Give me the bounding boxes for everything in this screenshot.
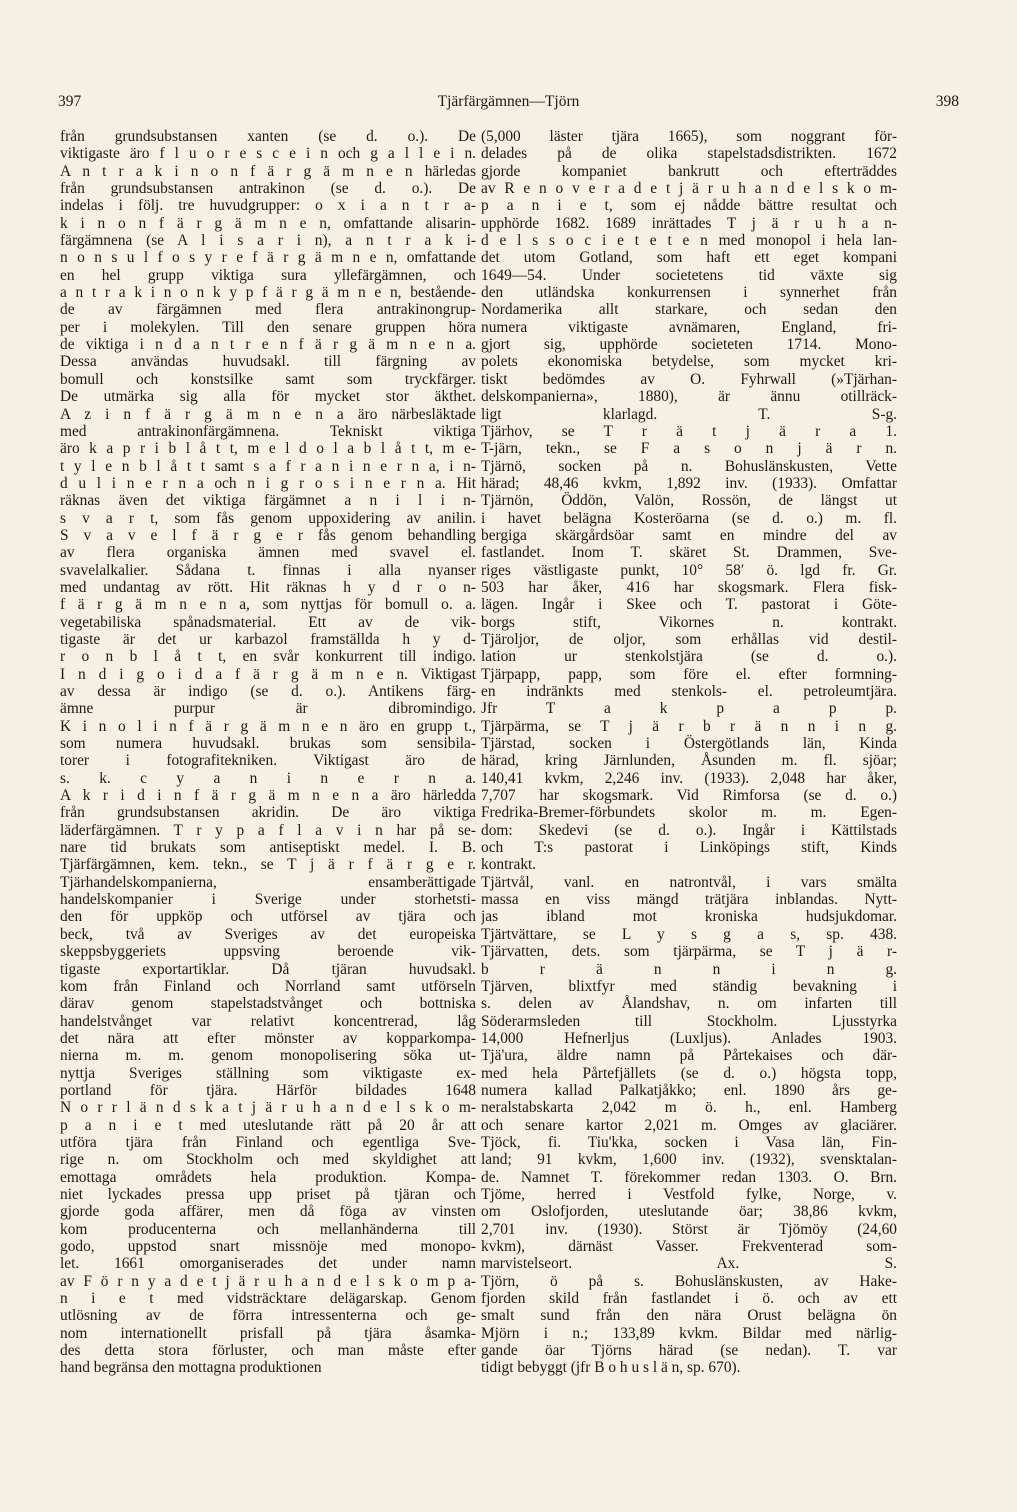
text-line: K i n o l i n f ä r g ä m n e n äro en grupp t.,: [60, 717, 476, 735]
text-line: nierna m. m. genom monopolisering söka ut-: [60, 1047, 476, 1065]
text-line: rige n. om Stockholm och med skyldighet att: [60, 1151, 476, 1169]
text-line: hand begränsa den mottagna produktionen: [60, 1359, 322, 1377]
text-line: d u l i n e r n a och n i g r o s i n e r n a. Hit: [60, 474, 476, 492]
text-line: äro k a p r i b l å t t, m e l d o l a b l å t t, m e-: [60, 440, 476, 458]
text-line: jas ibland mot kroniska hudsjukdomar.: [481, 908, 897, 926]
text-line: a n t r a k i n o n k y p f ä r g ä m n e n, bestående-: [60, 284, 476, 302]
text-line: Tjärnö, socken på n. Bohuslänskusten, Vette: [481, 457, 897, 475]
text-line: k i n o n f ä r g ä m n e n, omfattande alisarin-: [60, 214, 476, 232]
text-line: från grundsubstansen xanten (se d. o.). De: [60, 128, 476, 145]
text-line: härad, kring Järnlunden, Åsunden m. fl. sjöar;: [481, 752, 897, 770]
text-line: av dessa är indigo (se d. o.). Antikens färg-: [60, 683, 476, 700]
text-line: viktigaste äro f l u o r e s c e i n och g a l l e i n.: [60, 145, 476, 163]
text-line: handelskompanier i Sverige under storhetsti-: [60, 891, 476, 909]
text-line: kom producenterna och mellanhänderna till: [60, 1220, 476, 1238]
running-title: Tjärfärgämnen—Tjörn: [437, 93, 580, 110]
text-line: de viktiga i n d a n t r e n f ä r g ä m n e n a.: [60, 336, 476, 354]
text-line: från grundsubstansen akridin. De äro viktiga: [60, 804, 476, 822]
text-line: n o n s u l f o s y r e f ä r g ä m n e n, omfattande: [60, 249, 476, 267]
text-line: Tjärfärgämnen, kem. tekn., se T j ä r f ä r g e r.: [60, 856, 476, 874]
text-line: smalt sund från den nära Orust belägna ön: [481, 1307, 897, 1325]
text-line: b r ä n n i n g.: [481, 960, 897, 978]
text-line: indelas i följ. tre huvudgrupper: o x i a n t r a-: [60, 197, 476, 215]
text-line: T-järn, tekn., se F a s o n j ä r n.: [481, 440, 897, 458]
text-line: tigaste är det ur karbazol framställda h y d-: [60, 630, 476, 648]
text-line: som numera huvudsakl. brukas som sensibila-: [60, 735, 476, 753]
text-line: läderfärgämnen. T r y p a f l a v i n har på se-: [60, 821, 476, 839]
text-line: i havet belägna Kosteröarna (se d. o.) m. fl.: [481, 509, 897, 527]
text-line: s. delen av Ålandshav, n. om infarten till: [481, 995, 897, 1013]
text-line: Tjärtvättare, se L y s g a s, sp. 438.: [481, 925, 897, 943]
text-line: dom: Skedevi (se d. o.). Ingår i Kättilstads: [481, 821, 897, 839]
text-line: med hela Pårtefjällets (se d. o.) högsta topp,: [481, 1064, 897, 1082]
text-line: Tjärvatten, dets. som tjärpärma, se T j ä r-: [481, 943, 897, 961]
text-line: av F ö r n y a d e t j ä r u h a n d e l s k o m p a-: [60, 1272, 476, 1290]
text-line: t y l e n b l å t t samt s a f r a n i n e r n a, i n-: [60, 457, 476, 475]
text-line: om Oslofjorden, uteslutande öar; 38,86 kvkm,: [481, 1203, 897, 1221]
text-line: nyttja Sveriges ställning som viktigaste ex-: [60, 1064, 476, 1082]
text-line: land; 91 kvkm, 1,600 inv. (1932), svensktalan-: [481, 1151, 897, 1169]
text-line: Tjärhov, se T r ä t j ä r a 1.: [481, 422, 897, 440]
text-line: 2,701 inv. (1930). Störst är Tjömöy (24,60: [481, 1220, 897, 1238]
text-line: och senare kartor 2,021 m. Omges av glaciärer.: [481, 1116, 897, 1134]
running-head: [58, 93, 959, 117]
text-line: emottaga områdets hela produktion. Kompa-: [60, 1168, 476, 1186]
text-line: lägen. Ingår i Skee och T. pastorat i Göte-: [481, 596, 897, 614]
text-line: 140,41 kvkm, 2,246 inv. (1933). 2,048 har åker,: [481, 769, 897, 787]
right-text-column: [481, 128, 897, 1377]
text-line: handelstvånget var relativt koncentrerad, låg: [60, 1012, 476, 1030]
text-line: delades på de olika stapelstadsdistrikten. 1672: [481, 145, 897, 163]
text-line: numera kallad Palkatjåkko; enl. 1890 års ge-: [481, 1081, 897, 1099]
text-line: neralstabskarta 2,042 m ö. h., enl. Hamberg: [481, 1099, 897, 1117]
text-line: färgämnena (se A l i s a r i n), a n t r a k i-: [60, 232, 476, 250]
text-line: Tjärstad, socken i Östergötlands län, Kinda: [481, 735, 897, 753]
text-line: Jfr T a k p a p p.: [481, 700, 897, 718]
text-line: gjort sig, upphörde societeten 1714. Mono-: [481, 336, 897, 354]
text-line: ämne purpur är dibromindigo.: [60, 700, 476, 718]
text-line: marvistelseort. Ax. S.: [481, 1255, 897, 1273]
text-line: S v a v e l f ä r g e r fås genom behandling: [60, 526, 476, 544]
text-line: av R e n o v e r a d e t j ä r u h a n d e l s k o m-: [481, 180, 897, 198]
text-line: Tjörn, ö på s. Bohuslänskusten, av Hake-: [481, 1272, 897, 1290]
text-line: A n t r a k i n o n f ä r g ä m n e n härledas: [60, 162, 476, 180]
text-line: skeppsbyggeriets uppsving beroende vik-: [60, 943, 476, 961]
text-line: nare tid brukats som antiseptiskt medel. I. B.: [60, 839, 476, 857]
text-line: fjorden skild från fastlandet i ö. och av ett: [481, 1290, 897, 1308]
text-line: A k r i d i n f ä r g ä m n e n a äro härledda: [60, 787, 476, 805]
text-line: borgs stift, Vikornes n. kontrakt.: [481, 613, 897, 631]
left-text-column: [60, 128, 476, 1377]
text-line: en hel grupp viktiga sura yllefärgämnen, och: [60, 266, 476, 284]
text-line: riges västligaste punkt, 10° 58′ ö. lgd fr. Gr.: [481, 561, 897, 579]
text-line: f ä r g ä m n e n a, som nyttjas för bomull o. a.: [60, 596, 476, 614]
text-line: Tjärhandelskompanierna, ensamberättigade: [60, 873, 476, 891]
text-line: beck, två av Sveriges av det europeiska: [60, 925, 476, 943]
text-line: med undantag av rött. Hit räknas h y d r o n-: [60, 578, 476, 596]
text-line: 1649—54. Under societetens tid växte sig: [481, 266, 897, 284]
text-line: tiskt bedömdes av O. Fyhrwall (»Tjärhan-: [481, 370, 897, 388]
text-line: per i molekylen. Till den senare gruppen höra: [60, 318, 476, 336]
text-line: vegetabiliska spånadsmaterial. Ett av de vik-: [60, 613, 476, 631]
text-line: därav genom stapelstadstvånget och bottniska: [60, 995, 476, 1013]
text-line: Fredrika-Bremer-förbundets skolor m. m. Egen-: [481, 804, 897, 822]
text-line: utlösning av de förra intressenterna och ge-: [60, 1307, 476, 1325]
text-line: polets ekonomiska betydelse, som mycket kri-: [481, 353, 897, 371]
text-line: des detta stora förluster, och man måste efter: [60, 1342, 476, 1360]
text-line: Tjöme, herred i Vestfold fylke, Norge, v.: [481, 1185, 897, 1203]
text-line: den utländska konkurrensen i synnerhet från: [481, 284, 897, 302]
text-line: massa en viss mängd trätjära inblandas. Nytt-: [481, 891, 897, 909]
text-line: s v a r t, som fås genom uppoxidering av anilin.: [60, 509, 476, 527]
text-line: svavelalkalier. Sådana t. finnas i alla nyanser: [60, 561, 476, 579]
text-line: härad; 48,46 kvkm, 1,892 inv. (1933). Omfattar: [481, 474, 897, 492]
text-line: De utmärka sig alla för mycket stor äkthet.: [60, 388, 476, 406]
text-line: p a n i e t med uteslutande rätt på 20 år att: [60, 1116, 476, 1134]
text-line: bergiga skärgårdsöar samt en mindre del av: [481, 526, 897, 544]
text-line: numera viktigaste avnämaren, England, fri-: [481, 318, 897, 336]
text-line: de. Namnet T. förekommer redan 1303. O. Brn.: [481, 1168, 897, 1186]
text-line: niet lyckades pressa upp priset på tjäran och: [60, 1185, 476, 1203]
text-line: det nära att efter mönster av kopparkompa-: [60, 1029, 476, 1047]
text-line: nom internationellt prisfall på tjära åsamka-: [60, 1324, 476, 1342]
text-line: gjorde kompaniet bankrutt och efterträddes: [481, 162, 897, 180]
page-number-left: 397: [58, 93, 82, 110]
text-line: Tjärpapp, papp, som före el. efter formning-: [481, 665, 897, 683]
text-line: de av färgämnen med flera antrakinongrup-: [60, 301, 476, 319]
text-line: Tjärnön, Öddön, Valön, Rossön, de längst ut: [481, 492, 897, 510]
text-line: (5,000 läster tjära 1665), som noggrant för-: [481, 128, 897, 145]
text-line: bomull och konstsilke samt som tryckfärger.: [60, 370, 476, 388]
text-line: det utom Gotland, som haft ett eget kompani: [481, 249, 897, 267]
text-line: d e l s s o c i e t e t e n med monopol i hela lan-: [481, 232, 897, 250]
text-line: lation ur stenkolstjära (se d. o.).: [481, 648, 897, 666]
text-line: tidigt bebyggt (jfr B o h u s l ä n, sp. 670).: [481, 1359, 741, 1377]
text-line: med antrakinonfärgämnena. Tekniskt viktiga: [60, 422, 476, 440]
text-line: let. 1661 omorganiserades det under namn: [60, 1255, 476, 1273]
text-line: portland för tjära. Härför bildades 1648: [60, 1081, 476, 1099]
text-line: räknas även det viktiga färgämnet a n i l i n-: [60, 492, 476, 510]
text-line: godo, uppstod snart missnöje med monopo-: [60, 1238, 476, 1255]
text-line: r o n b l å t t, en svår konkurrent till indigo.: [60, 648, 476, 666]
text-line: torer i fotografitekniken. Viktigast äro de: [60, 752, 476, 770]
text-line: Tjärpärma, se T j ä r b r ä n n i n g.: [481, 717, 897, 735]
text-line: delskompanierna», 1880), är ännu otillräck-: [481, 388, 897, 406]
text-line: s. k. c y a n i n e r n a.: [60, 769, 476, 787]
text-line: Tjöck, fi. Tiu'kka, socken i Vasa län, Fin-: [481, 1133, 897, 1151]
text-line: A z i n f ä r g ä m n e n a äro närbesläktade: [60, 405, 476, 423]
text-line: Mjörn i n.; 133,89 kvkm. Bildar med närlig-: [481, 1324, 897, 1342]
text-line: Tjärtvål, vanl. en natrontvål, i vars smälta: [481, 873, 897, 891]
text-line: av flera organiska ämnen med svavel el.: [60, 544, 476, 562]
text-line: kom från Finland och Norrland samt utförseln: [60, 977, 476, 995]
text-line: ligt klarlagd. T. S-g.: [481, 405, 897, 423]
text-line: kontrakt.: [481, 856, 537, 874]
text-line: tigaste exportartiklar. Då tjäran huvudsakl.: [60, 960, 476, 978]
text-line: fastlandet. Inom T. skäret St. Drammen, Sve-: [481, 544, 897, 562]
text-line: 7,707 har skogsmark. Vid Rimforsa (se d. o.): [481, 787, 897, 805]
text-line: I n d i g o i d a f ä r g ä m n e n. Viktigast: [60, 665, 476, 683]
text-line: gjorde goda affärer, men då föga av vinsten: [60, 1203, 476, 1221]
text-line: Söderarmsleden till Stockholm. Ljusstyrka: [481, 1012, 897, 1030]
text-line: Dessa användas huvudsakl. till färgning av: [60, 353, 476, 371]
text-line: från grundsubstansen antrakinon (se d. o.). De: [60, 180, 476, 198]
text-line: och T:s pastorat i Linköpings stift, Kinds: [481, 839, 897, 857]
text-line: Tjä'ura, äldre namn på Pårtekaises och där-: [481, 1047, 897, 1065]
text-line: 14,000 Hefnerljus (Luxljus). Anlades 1903.: [481, 1029, 897, 1047]
text-line: Tjärven, blixtfyr med ständig bevakning i: [481, 977, 897, 995]
text-line: p a n i e t, som ej nådde bättre resultat och: [481, 197, 897, 215]
text-line: N o r r l ä n d s k a t j ä r u h a n d e l s k o m-: [60, 1099, 476, 1117]
text-line: Tjäroljor, de oljor, som erhållas vid destil-: [481, 630, 897, 648]
text-line: Nordamerika allt starkare, och sedan den: [481, 301, 897, 319]
text-line: den för uppköp och utförsel av tjära och: [60, 908, 476, 926]
text-line: gande öar Tjörns härad (se nedan). T. var: [481, 1342, 897, 1360]
text-line: en indränkts med stenkols- el. petroleumtjära.: [481, 683, 897, 700]
text-line: 503 har åker, 416 har skogsmark. Flera fisk-: [481, 578, 897, 596]
text-line: utföra tjära från Finland och egentliga Sve-: [60, 1133, 476, 1151]
page-number-right: 398: [935, 93, 959, 110]
text-line: n i e t med vidsträcktare delägarskap. Genom: [60, 1290, 476, 1308]
text-line: kvkm), därnäst Vasser. Frekventerad som-: [481, 1238, 897, 1255]
text-line: upphörde 1682. 1689 inrättades T j ä r u h a n-: [481, 214, 897, 232]
